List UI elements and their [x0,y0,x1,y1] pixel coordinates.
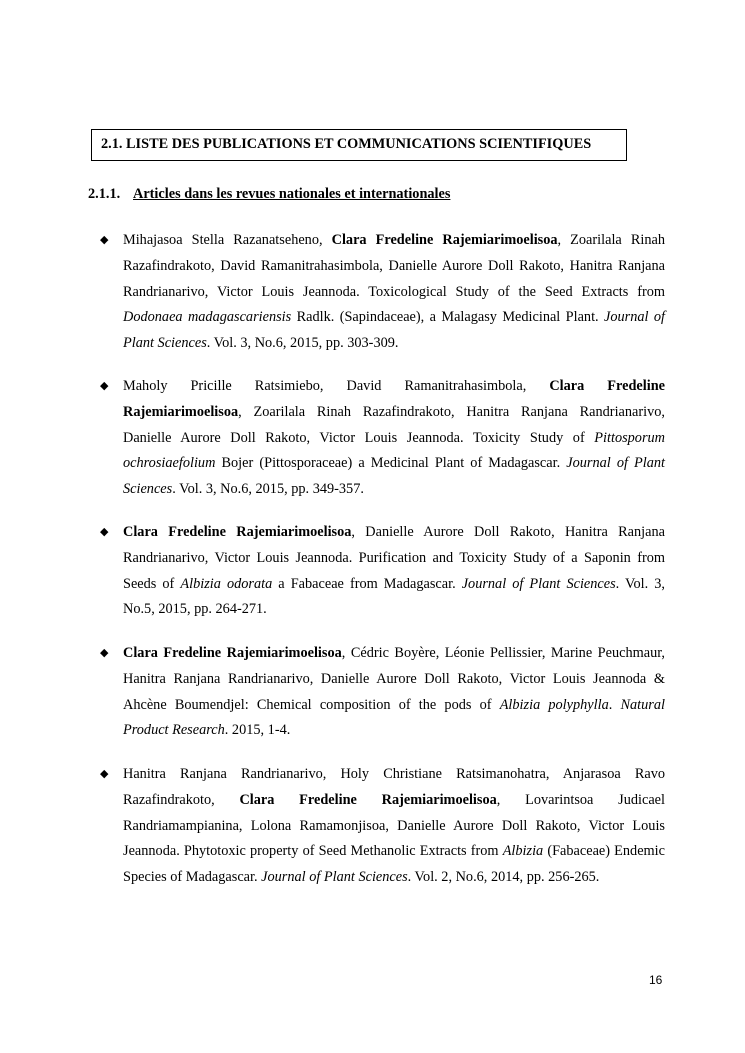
pub-text: . [608,696,621,713]
pub-text: , Zoarilala Rinah Razafindrakoto, Hanitra Ranjana Randrianarivo, Danielle Aurore Doll Rakoto, Victor Louis Jeannoda. Toxicity Study of [123,403,665,446]
bullet-icon: ◆ [100,234,109,246]
pub-highlighted-author: Clara Fredeline Rajemiarimoelisoa [123,378,665,420]
pub-text: , Danielle Aurore Doll Rakoto, Hanitra Ranjana Randrianarivo, Victor Louis Jeannoda. Purification and Toxicity Study of a Saponin from Seeds of [123,524,665,592]
subsection-number: 2.1.1. [88,186,121,202]
bullet-icon: ◆ [100,768,109,780]
pub-text: , Lovarintsoa Judicael Randriamampianina, Lolona Ramamonjisoa, Danielle Aurore Doll Rakoto, Victor Louis Jeannoda. Phytotoxic property of Seed Methanolic Extracts from [123,791,665,860]
pub-journal: Journal of Plant Sciences [461,575,616,592]
pub-details: . Vol. 3, No.6, 2015, pp. 349-357. [172,481,364,498]
pub-text: , Cédric Boyère, Léonie Pellissier, Marine Peuchmaur, Hanitra Ranjana Randrianarivo, Danielle Aurore Doll Rakoto, Victor Louis Jeannoda & Ahcène Boumendjel: Chemical composition of the pods of [123,645,665,713]
publication-entry-4 [123,641,665,744]
pub-journal: Journal of Plant Sciences [123,309,665,352]
pub-highlighted-author: Clara Fredeline Rajemiarimoelisoa [123,524,352,540]
pub-details: . 2015, 1-4. [224,722,291,739]
pub-text: a Fabaceae from Madagascar. [272,575,462,592]
pub-text: (Fabaceae) Endemic Species of Madagascar. [123,843,665,886]
pub-text: Bojer (Pittosporaceae) a Medicinal Plant of Madagascar. [215,455,567,472]
pub-species: Pittosporum ochrosiaefolium [123,429,665,472]
publication-entry-3 [123,520,665,623]
publication-entry-5 [123,762,665,891]
pub-details: . Vol. 3, No.6, 2015, pp. 303-309. [206,335,399,352]
pub-journal: Journal of Plant Sciences [123,455,666,498]
pub-authors: Hanitra Ranjana Randrianarivo, Holy Christiane Ratsimanohatra, Anjarasoa Ravo Razafindrakoto, [123,766,665,808]
pub-authors: Maholy Pricille Ratsimiebo, David Ramanitrahasimbola, [123,378,550,394]
page-number: 16 [649,973,663,987]
pub-details: . Vol. 2, No.6, 2014, pp. 256-265. [407,869,600,886]
subsection-title: Articles dans les revues nationales et internationales [133,186,451,202]
pub-species: Albizia [502,843,544,860]
pub-species: Albizia odorata [180,575,273,592]
pub-highlighted-author: Clara Fredeline Rajemiarimoelisoa [123,645,342,661]
pub-highlighted-author: Clara Fredeline Rajemiarimoelisoa [239,791,497,808]
pub-text: Radlk. (Sapindaceae), a Malagasy Medicinal Plant. [291,309,605,326]
pub-journal: Journal of Plant Sciences [261,869,408,886]
section-title: 2.1. LISTE DES PUBLICATIONS ET COMMUNICATIONS SCIENTIFIQUES [101,136,592,152]
bullet-icon: ◆ [100,526,109,538]
bullet-icon: ◆ [100,380,109,392]
publication-entry-1 [123,228,665,357]
bullet-icon: ◆ [100,647,109,659]
pub-text: , Zoarilala Rinah Razafindrakoto, David Ramanitrahasimbola, Danielle Aurore Doll Rakoto, Hanitra Ranjana Randrianarivo, Victor Louis Jeannoda. Toxicological Study of the Seed Extracts from [123,232,665,300]
pub-journal: Natural Product Research [123,696,665,739]
pub-species: Dodonaea madagascariensis [123,309,292,326]
subsection-heading [88,186,450,203]
pub-authors: Mihajasoa Stella Razanatseheno, [123,232,332,248]
pub-highlighted-author: Clara Fredeline Rajemiarimoelisoa [331,232,558,248]
pub-details: . Vol. 3, No.5, 2015, pp. 264-271. [123,575,666,618]
pub-species: Albizia polyphylla [499,696,609,713]
publication-entry-2 [123,374,665,503]
